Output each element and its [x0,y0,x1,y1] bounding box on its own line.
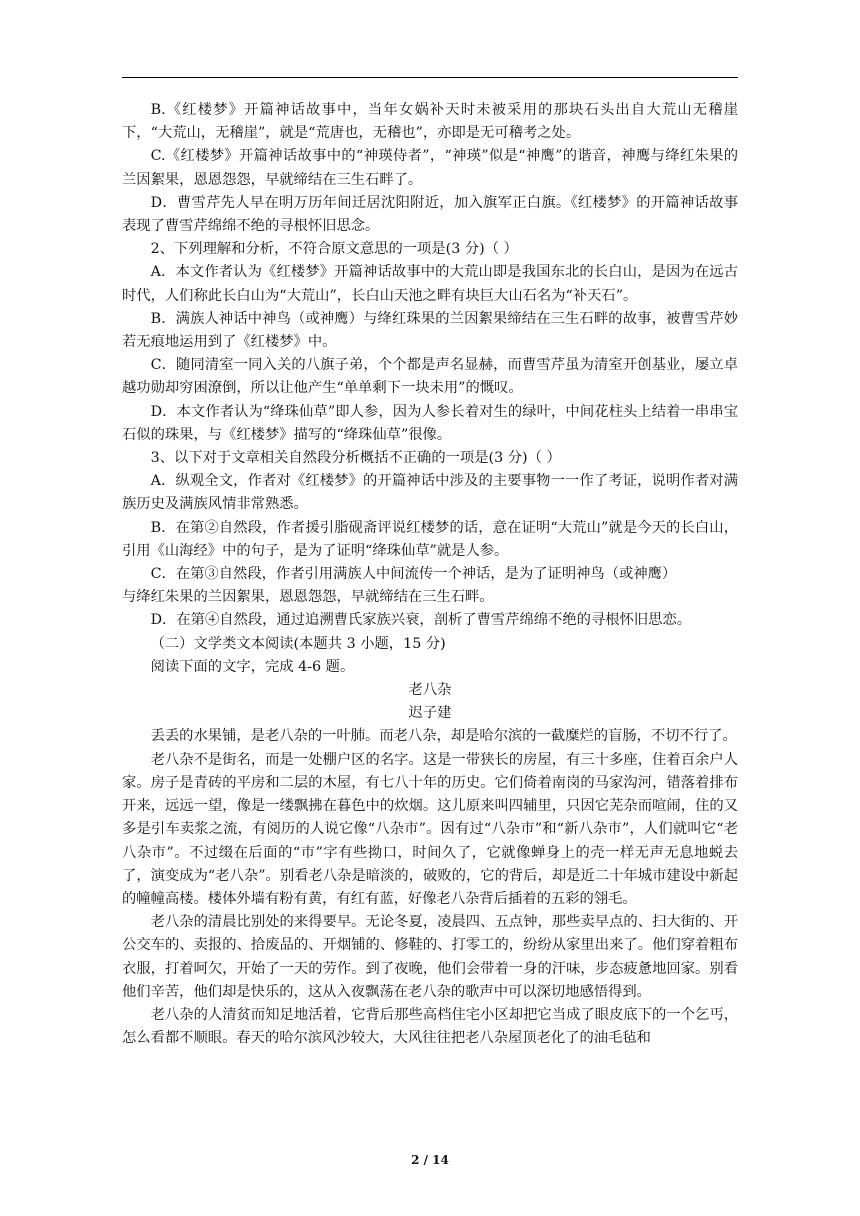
option-paragraph: C．在第③自然段，作者引用满族人中间流传一个神话，是为了证明神鸟（或神鹰） [150,566,677,583]
header-rule [122,77,738,78]
option-continuation: 与绛红朱果的兰因絮果，恩恩怨怨，早就缔结在三生石畔。 [122,589,494,606]
story-paragraph: 老八杂不是街名，而是一处棚户区的名字。这是一带狭长的房屋，有三十多座，住着百余户人家。房子是青砖的平房和二层的木屋，有七八十年的历史。它们倚着南岗的马家沟河，错落着排布开来，远远一望，像是一缕飘拂在暮色中的炊烟。这儿原来叫四辅里，只因它芜杂而喧闹，住的又多是引车卖浆之流，有阅历的人说它像“八杂市”。因有过“八杂市”和“新八杂市”，人们就叫它“老八杂市”。不过缀在后面的“市”字有些拗口，时间久了，它就像蝉身上的壳一样无声无息地蜕去了，演变成为“老八杂”。别看老八杂是暗淡的，破败的，它的背后，却是近二十年城市建设中新起的幢幢高楼。楼体外墙有粉有黄，有红有蓝，好像老八杂背后插着的五彩的翎毛。 [122,751,738,907]
story-paragraph: 老八杂的清晨比别处的来得要早。无论冬夏，凌晨四、五点钟，那些卖早点的、扫大街的、开公交车的、卖报的、拾废品的、开烟铺的、修鞋的、打零工的，纷纷从家里出来了。他们穿着粗布衣服，打着呵欠，开始了一天的劳作。到了夜晚，他们会带着一身的汗味，步态疲惫地回家。别看他们辛苦，他们却是快乐的，这从入夜飘荡在老八杂的歌声中可以深切地感悟得到。 [122,914,738,1000]
section-heading: （二）文学类文本阅读(本题共 3 小题，15 分) [150,635,446,652]
option-paragraph: B.《红楼梦》开篇神话故事中，当年女娲补天时未被采用的那块石头出自大荒山无稽崖下，“大荒山，无稽崖”，就是“荒唐也，无稽也”，亦即是无可稽考之处。 [122,102,738,142]
story-paragraph: 丢丢的水果铺，是老八杂的一叶肺。而老八杂，却是哈尔滨的一截糜烂的盲肠，不切不行了。 [150,728,737,745]
story-author: 迟子建 [408,705,452,722]
option-paragraph: D．在第④自然段，通过追溯曹氏家族兴衰，剖析了曹雪芹绵绵不绝的寻根怀旧思恋。 [150,612,692,629]
question-3: 3、以下对于文章相关自然段分析概括不正确的一项是(3 分)（ ） [150,450,561,467]
document-body [122,99,738,1050]
question-2: 2、下列理解和分析，不符合原文意思的一项是(3 分)（ ） [150,241,518,258]
story-title: 老八杂 [408,682,452,699]
story-paragraph: 老八杂的人清贫而知足地活着，它背后那些高档住宅小区却把它当成了眼皮底下的一个乞丐，怎么看都不顺眼。春天的哈尔滨风沙较大，大风往往把老八杂屋顶老化了的油毛毡和 [122,1006,738,1047]
option-paragraph: C.《红楼梦》开篇神话故事中的“神瑛侍者”，“神瑛”似是“神鹰”的谐音，神鹰与绛红朱果的兰因絮果，恩恩怨怨，早就缔结在三生石畔了。 [122,148,738,188]
option-paragraph: B．满族人神话中神鸟（或神鹰）与绛红珠果的兰因絮果缔结在三生石畔的故事，被曹雪芹妙若无痕地运用到了《红楼梦》中。 [122,310,738,351]
option-paragraph: D．本文作者认为“绛珠仙草”即人参，因为人参长着对生的绿叶，中间花柱头上结着一串串宝石似的珠果，与《红楼梦》描写的“绛珠仙草”很像。 [122,403,738,443]
reading-instruction: 阅读下面的文字，完成 4-6 题。 [150,658,355,675]
option-paragraph: D．曹雪芹先人早在明万历年间迁居沈阳附近，加入旗军正白旗。《红楼梦》的开篇神话故事表现了曹雪芹绵绵不绝的寻根怀旧思念。 [122,194,738,235]
option-paragraph: A．本文作者认为《红楼梦》开篇神话故事中的大荒山即是我国东北的长白山，是因为在远古时代，人们称此长白山为“大荒山”，长白山天池之畔有块巨大山石名为“补天石”。 [122,264,738,304]
option-paragraph: B．在第②自然段，作者援引脂砚斋评说红楼梦的话，意在证明“大荒山”就是今天的长白山，引用《山海经》中的句子，是为了证明“绛珠仙草”就是人参。 [122,519,738,559]
page-number: 2 / 14 [411,1153,449,1167]
option-paragraph: C．随同清室一同入关的八旗子弟，个个都是声名显赫，而曹雪芹虽为清室开创基业，屡立卓越功勋却穷困潦倒，所以让他产生“单单剩下一块未用”的慨叹。 [122,357,738,397]
option-paragraph: A．纵观全文，作者对《红楼梦》的开篇神话中涉及的主要事物一一作了考证，说明作者对满族历史及满族风情非常熟悉。 [122,473,738,513]
